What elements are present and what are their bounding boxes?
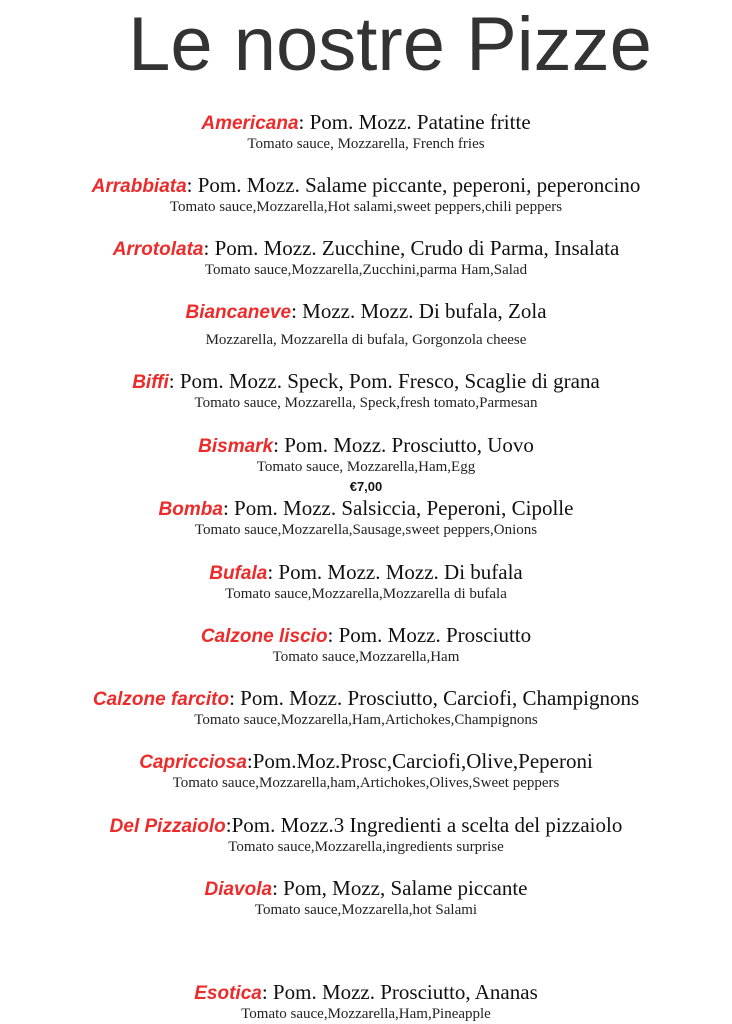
- pizza-description: Tomato sauce, Mozzarella, Speck,fresh tomato,Parmesan: [194, 395, 538, 411]
- item-heading: [0, 813, 732, 839]
- menu-item-biffi: [0, 369, 732, 412]
- pizza-description: Tomato sauce,Mozzarella,Ham,Artichokes,Champignons: [194, 712, 538, 728]
- pizza-ingredients: : Mozz. Mozz. Di bufala, Zola: [291, 299, 547, 323]
- pizza-name: Biffi: [132, 372, 169, 393]
- pizza-name: Americana: [201, 113, 299, 134]
- pizza-name: Bomba: [158, 499, 223, 520]
- pizza-description: Tomato sauce,Mozzarella,Ham: [272, 649, 460, 665]
- pizza-description: Tomato sauce,Mozzarella,ingredients surprise: [228, 839, 504, 855]
- pizza-ingredients: :Pom. Mozz.3 Ingredienti a scelta del pizzaiolo: [225, 813, 623, 837]
- menu-item-calzone-farcito: [0, 686, 732, 729]
- menu-item-diavola: [0, 876, 732, 919]
- menu-item-capricciosa: [0, 749, 732, 792]
- pizza-ingredients: : Pom. Mozz. Prosciutto, Carciofi, Champignons: [229, 686, 640, 710]
- menu-item-biancaneve: [0, 299, 732, 349]
- item-heading: [0, 369, 732, 395]
- pizza-description: Mozzarella, Mozzarella di bufala, Gorgonzola cheese: [205, 332, 527, 348]
- item-heading: [0, 980, 732, 1006]
- menu-item-bismark: [0, 433, 732, 476]
- pizza-name: Arrabbiata: [91, 176, 187, 197]
- pizza-name: Bufala: [209, 563, 268, 584]
- item-heading: [0, 876, 732, 902]
- pizza-description: Tomato sauce,Mozzarella,Zucchini,parma Ham,Salad: [204, 262, 528, 278]
- menu-item-bufala: [0, 560, 732, 603]
- pizza-ingredients: : Pom. Mozz. Salame piccante, peperoni, peperoncino: [186, 173, 641, 197]
- page-title: Le nostre Pizze: [128, 2, 652, 87]
- pizza-ingredients: : Pom. Mozz. Speck, Pom. Fresco, Scaglie di grana: [168, 369, 600, 393]
- menu-item-bomba: [0, 496, 732, 539]
- pizza-description: Tomato sauce,Mozzarella,Mozzarella di bufala: [225, 586, 507, 602]
- pizza-name: Del Pizzaiolo: [109, 816, 226, 837]
- item-heading: [0, 496, 732, 522]
- pizza-ingredients: : Pom. Mozz. Salsiccia, Peperoni, Cipolle: [222, 496, 574, 520]
- pizza-ingredients: : Pom. Mozz. Prosciutto: [327, 623, 532, 647]
- pizza-ingredients: : Pom. Mozz. Prosciutto, Ananas: [261, 980, 538, 1004]
- item-heading: [0, 433, 732, 459]
- pizza-ingredients: : Pom. Mozz. Zucchine, Crudo di Parma, Insalata: [203, 236, 620, 260]
- pizza-description: Tomato sauce,Mozzarella,ham,Artichokes,Olives,Sweet peppers: [172, 775, 560, 791]
- pizza-name: Calzone farcito: [92, 689, 230, 710]
- menu-item-calzone-liscio: [0, 623, 732, 666]
- item-heading: [0, 110, 732, 136]
- pizza-name: Biancaneve: [185, 302, 292, 323]
- pizza-description: Tomato sauce,Mozzarella,Hot salami,sweet peppers,chili peppers: [169, 199, 563, 215]
- item-heading: [0, 560, 732, 586]
- pizza-description: Tomato sauce,Mozzarella,hot Salami: [254, 902, 478, 918]
- pizza-description: Tomato sauce, Mozzarella, French fries: [247, 136, 485, 152]
- menu-item-arrotolata: [0, 236, 732, 279]
- pizza-name: Capricciosa: [139, 752, 247, 773]
- menu-item-esotica: [0, 980, 732, 1023]
- item-heading: [0, 173, 732, 199]
- item-heading: [0, 686, 732, 712]
- menu-item-americana: [0, 110, 732, 153]
- pizza-name: Arrotolata: [112, 239, 204, 260]
- pizza-ingredients: : Pom. Mozz. Prosciutto, Uovo: [273, 433, 534, 457]
- pizza-name: Bismark: [198, 436, 274, 457]
- pizza-ingredients: :Pom.Moz.Prosc,Carciofi,Olive,Peperoni: [246, 749, 593, 773]
- pizza-ingredients: : Pom. Mozz. Patatine fritte: [298, 110, 531, 134]
- pizza-name: Esotica: [194, 983, 262, 1004]
- menu-item-arrabbiata: [0, 173, 732, 216]
- item-heading: [0, 749, 732, 775]
- pizza-description: Tomato sauce,Mozzarella,Ham,Pineapple: [241, 1006, 491, 1022]
- pizza-ingredients: : Pom, Mozz, Salame piccante: [272, 876, 528, 900]
- pizza-name: Calzone liscio: [200, 626, 328, 647]
- price-label: €7,00: [349, 479, 383, 494]
- pizza-description: Tomato sauce,Mozzarella,Sausage,sweet peppers,Onions: [194, 522, 538, 538]
- menu-item-del-pizzaiolo: [0, 813, 732, 856]
- pizza-name: Diavola: [204, 879, 273, 900]
- pizza-ingredients: : Pom. Mozz. Mozz. Di bufala: [267, 560, 523, 584]
- item-heading: [0, 299, 732, 325]
- item-heading: [0, 236, 732, 262]
- pizza-description: Tomato sauce, Mozzarella,Ham,Egg: [256, 459, 476, 475]
- item-heading: [0, 623, 732, 649]
